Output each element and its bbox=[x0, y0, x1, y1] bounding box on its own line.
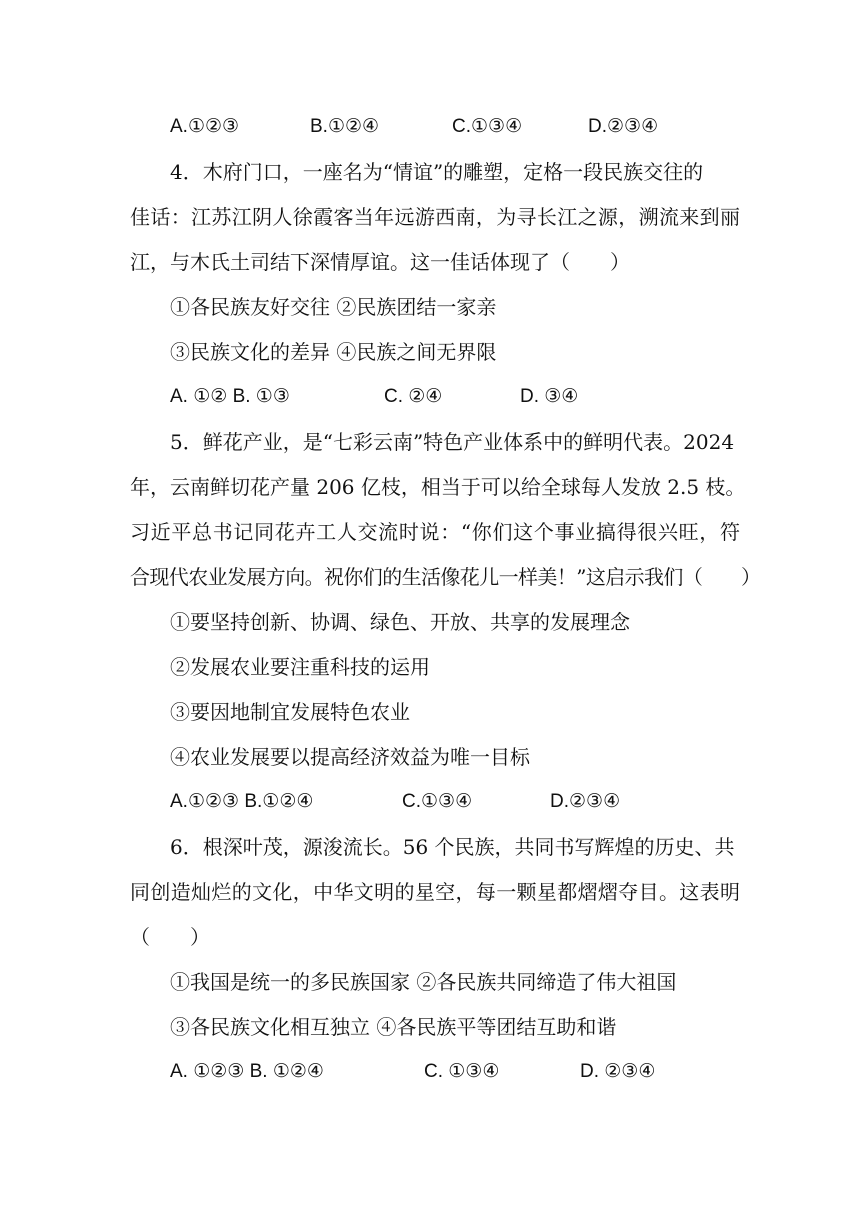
q5-option-c: C.①③④ bbox=[402, 791, 473, 812]
q6-option-c: C. ①③④ bbox=[424, 1061, 500, 1082]
q5-statement-1: ①要坚持创新、协调、绿色、开放、共享的发展理念 bbox=[170, 610, 630, 634]
q6-options bbox=[170, 1056, 730, 1088]
q4-stem-line-3: 江，与木氏土司结下深情厚谊。这一佳话体现了（ ） bbox=[130, 250, 630, 274]
q5-stem-line-4: 合现代农业发展方向。祝你们的生活像花儿一样美！”这启示我们（ ） bbox=[130, 565, 761, 589]
q3-option-b: B.①②④ bbox=[310, 116, 380, 137]
q6-stem-line-1: 6．根深叶茂，源浚流长。56 个民族，共同书写辉煌的历史、共 bbox=[170, 835, 735, 859]
q4-statement-2: ③民族文化的差异 ④民族之间无界限 bbox=[170, 340, 497, 364]
q5-option-d: D.②③④ bbox=[550, 791, 621, 812]
q3-option-c: C.①③④ bbox=[452, 116, 523, 137]
q4-option-d: D. ③④ bbox=[520, 386, 579, 407]
q4-option-ab: A. ①② B. ①③ bbox=[170, 386, 290, 407]
q6-statement-2: ③各民族文化相互独立 ④各民族平等团结互助和谐 bbox=[170, 1015, 617, 1039]
q3-option-d: D.②③④ bbox=[588, 116, 659, 137]
q6-stem-line-2: 同创造灿烂的文化，中华文明的星空，每一颗星都熠熠夺目。这表明 bbox=[130, 880, 740, 904]
q6-option-d: D. ②③④ bbox=[580, 1061, 656, 1082]
q5-statement-4: ④农业发展要以提高经济效益为唯一目标 bbox=[170, 745, 530, 769]
q6-stem-line-3: （ ） bbox=[130, 925, 210, 949]
q5-option-ab: A.①②③ B.①②④ bbox=[170, 791, 314, 812]
q4-options bbox=[170, 381, 730, 413]
q5-options bbox=[170, 786, 730, 818]
q5-stem-line-2: 年，云南鲜切花产量 206 亿枝，相当于可以给全球每人发放 2.5 枝。 bbox=[130, 475, 746, 499]
q4-stem-line-2: 佳话：江苏江阴人徐霞客当年远游西南，为寻长江之源，溯流来到丽 bbox=[130, 205, 740, 229]
q3-options bbox=[170, 111, 730, 143]
q4-statement-1: ①各民族友好交往 ②民族团结一家亲 bbox=[170, 295, 497, 319]
q6-statement-1: ①我国是统一的多民族国家 ②各民族共同缔造了伟大祖国 bbox=[170, 970, 677, 994]
q4-stem-line-1: 4．木府门口，一座名为“情谊”的雕塑，定格一段民族交往的 bbox=[170, 160, 704, 184]
q5-statement-2: ②发展农业要注重科技的运用 bbox=[170, 655, 430, 679]
q5-stem-line-3: 习近平总书记同花卉工人交流时说：“你们这个事业搞得很兴旺，符 bbox=[130, 520, 740, 544]
q4-option-c: C. ②④ bbox=[384, 386, 443, 407]
q3-option-a: A.①②③ bbox=[170, 116, 240, 137]
q5-stem-line-1: 5．鲜花产业，是“七彩云南”特色产业体系中的鲜明代表。2024 bbox=[170, 430, 735, 454]
q5-statement-3: ③要因地制宜发展特色农业 bbox=[170, 700, 410, 724]
q6-option-ab: A. ①②③ B. ①②④ bbox=[170, 1061, 324, 1082]
